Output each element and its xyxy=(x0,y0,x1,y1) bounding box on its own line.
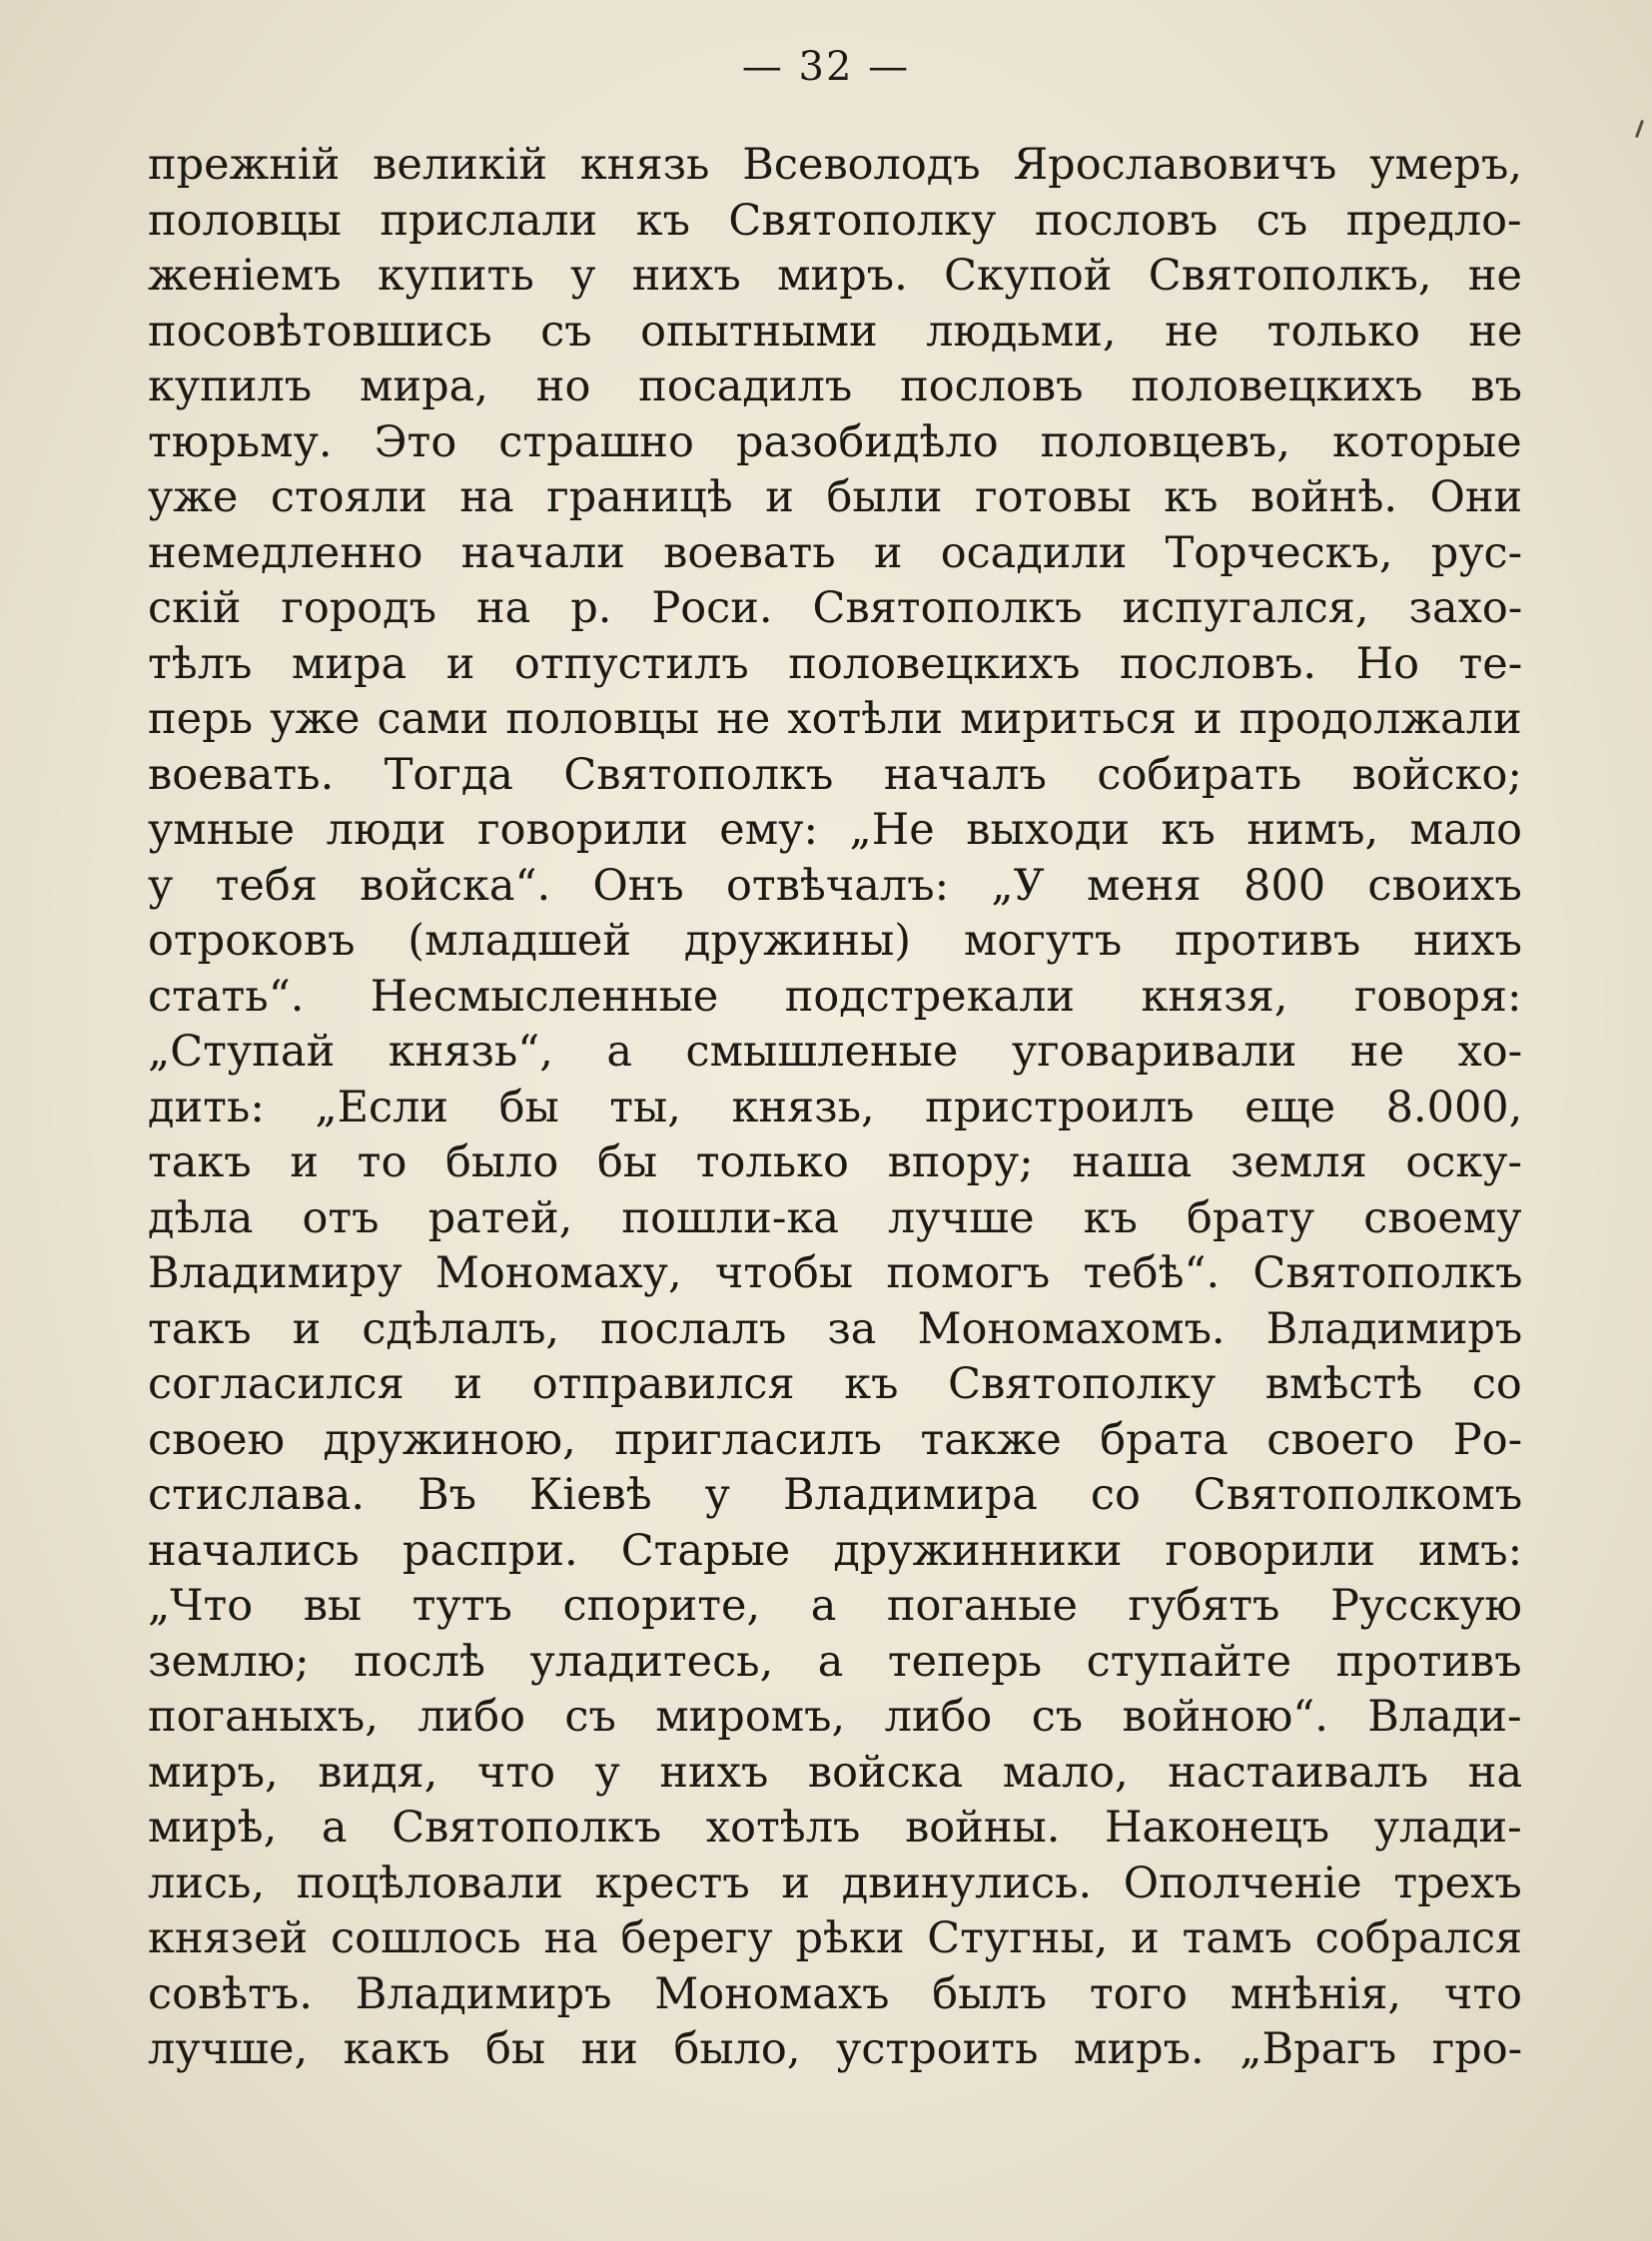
text-line: у тебя войска“. Онъ отвѣчалъ: „У меня 800 своихъ xyxy=(148,860,1522,911)
text-line: мирѣ, а Святополкъ хотѣлъ войны. Наконецъ улади- xyxy=(148,1803,1522,1853)
text-line: дить: „Если бы ты, князь, пристроилъ еще 8.000, xyxy=(148,1082,1523,1132)
text-line: своею дружиною, пригласилъ также брата своего Ро- xyxy=(148,1414,1523,1465)
text-line: женіемъ купить у нихъ миръ. Скупой Святополкъ, не xyxy=(148,251,1522,301)
text-line: скій городъ на р. Роси. Святополкъ испугался, захо- xyxy=(148,583,1523,633)
text-line: стислава. Въ Кіевѣ у Владимира со Святополкомъ xyxy=(148,1470,1523,1520)
text-line: Владимиру Мономаху, чтобы помогъ тебѣ“. Святополкъ xyxy=(148,1248,1523,1298)
text-line: половцы прислали къ Святополку пословъ съ предло- xyxy=(148,195,1522,246)
stray-ink-mark xyxy=(1635,120,1644,138)
text-line: прежній великій князь Всеволодъ Ярославовичъ умеръ, xyxy=(148,140,1522,190)
text-line: поганыхъ, либо съ миромъ, либо съ войною“. Влади- xyxy=(148,1692,1522,1742)
text-line: такъ и сдѣлалъ, послалъ за Мономахомъ. Владимиръ xyxy=(148,1303,1523,1354)
text-line: лучше, какъ бы ни было, устроить миръ. „Врагъ гро- xyxy=(148,2024,1523,2074)
text-line: землю; послѣ уладитесь, а теперь ступайте противъ xyxy=(148,1636,1522,1687)
text-line: тюрьму. Это страшно разобидѣло половцевъ, которые xyxy=(148,416,1522,467)
text-line: стать“. Несмысленные подстрекали князя, говоря: xyxy=(148,971,1522,1022)
text-line: немедленно начали воевать и осадили Торческъ, рус- xyxy=(148,527,1523,578)
text-line: такъ и то было бы только впору; наша земля оску- xyxy=(148,1137,1523,1187)
text-line: тѣлъ мира и отпустилъ половецкихъ пословъ. Но те- xyxy=(148,638,1523,689)
text-line: „Что вы тутъ спорите, а поганые губятъ Русскую xyxy=(148,1581,1522,1631)
text-line: умные люди говорили ему: „Не выходи къ нимъ, мало xyxy=(148,805,1522,855)
text-line: лись, поцѣловали крестъ и двинулись. Ополченіе трехъ xyxy=(148,1858,1522,1908)
text-line: уже стояли на границѣ и были готовы къ войнѣ. Они xyxy=(148,472,1523,522)
text-line: посовѣтовшись съ опытными людьми, не только не xyxy=(148,306,1523,357)
page-number: — 32 — xyxy=(741,44,911,90)
text-line: начались распри. Старые дружинники говорили имъ: xyxy=(148,1525,1523,1576)
text-line: князей сошлось на берегу рѣки Стугны, и тамъ собрался xyxy=(148,1913,1523,1963)
text-line: дѣла отъ ратей, пошли-ка лучше къ брату своему xyxy=(148,1192,1522,1243)
text-line: совѣтъ. Владимиръ Мономахъ былъ того мнѣнія, что xyxy=(148,1968,1523,2019)
text-line: перь уже сами половцы не хотѣли мириться и продолжали xyxy=(148,694,1522,744)
page-text-body xyxy=(148,138,1522,2078)
text-line: купилъ мира, но посадилъ пословъ половецкихъ въ xyxy=(148,362,1522,411)
text-line: воевать. Тогда Святополкъ началъ собирать войско; xyxy=(148,749,1522,800)
text-line: „Ступай князь“, а смышленые уговаривали не хо- xyxy=(148,1027,1523,1077)
text-line: согласился и отправился къ Святополку вмѣстѣ со xyxy=(148,1359,1522,1409)
text-line: отроковъ (младшей дружины) могутъ противъ нихъ xyxy=(148,916,1523,966)
text-line: миръ, видя, что у нихъ войска мало, настаивалъ на xyxy=(148,1747,1523,1798)
